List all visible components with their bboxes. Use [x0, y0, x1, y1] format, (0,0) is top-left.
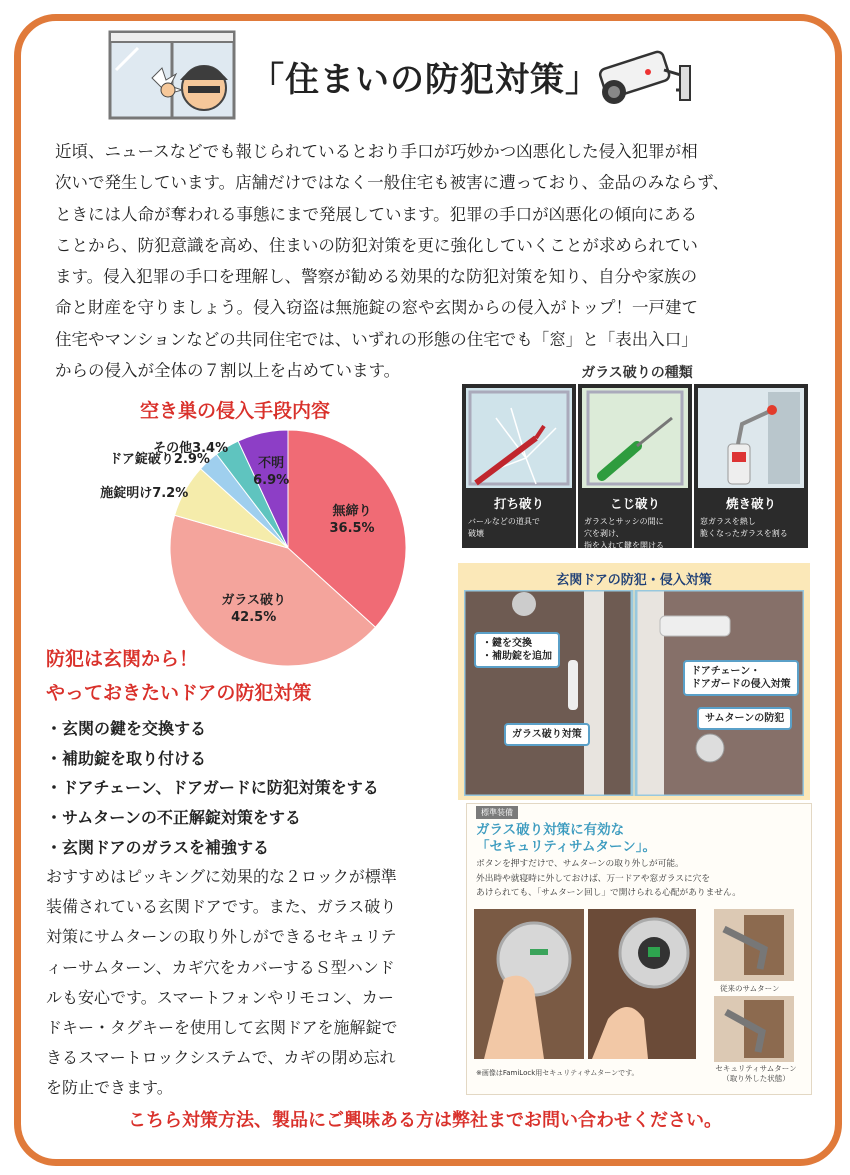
- desc-line: 穴を剥け、: [584, 529, 624, 538]
- intro-line: 命と財産を守りましょう。侵入窃盗は無施錠の窓や玄関からの侵入がトップ！一戸建て: [55, 298, 699, 318]
- callout-chain: [683, 660, 799, 696]
- reco-line: 装備されている玄関ドアです。また、ガラス破り: [46, 897, 397, 917]
- desc-line: 指を入れて鍵を開ける: [584, 541, 664, 550]
- callout-text: ガラス破り対策: [512, 729, 582, 740]
- callout-text: ・鍵を交換 ・補助錠を追加: [482, 638, 552, 662]
- security-title: [476, 822, 656, 856]
- glass-card-strike: [462, 384, 576, 548]
- conventional-thumbturn-image: [714, 909, 794, 981]
- callout-glass: [504, 723, 590, 746]
- list-item: ・サムターンの不正解錠対策をする: [46, 808, 301, 828]
- list-item: ・玄関ドアのガラスを補強する: [46, 837, 270, 857]
- callout-keys: [474, 632, 560, 668]
- body-line: あけられても、「サムターン回し」で開けられる心配がありません。: [476, 888, 741, 898]
- intro-line: 近頃、ニュースなどでも報じられているとおり手口が巧妙かつ凶悪化した侵入犯罪が相: [55, 142, 698, 161]
- reco-line: おすすめはピッキングに効果的な２ロックが標準: [46, 867, 397, 886]
- list-item: ・玄関の鍵を交換する: [46, 719, 207, 738]
- thumbturn-hand-photo: [474, 909, 584, 1059]
- body-line: 外出時や就寝時に外しておけば、万一ドアや窓ガラスに穴を: [476, 873, 711, 884]
- pie-label-5: 不明 6.9%: [253, 455, 290, 488]
- measure-list: [46, 714, 379, 863]
- screwdriver-image: [582, 388, 688, 488]
- desc-line: バールなどの道具で: [468, 517, 540, 526]
- pie-label-2: 施錠明け7.2%: [100, 485, 189, 501]
- glass-card-desc: [468, 516, 572, 540]
- reco-line: 対策にサムターンの取り外しができるセキュリテ: [46, 927, 397, 947]
- reco-line: ドキー・タグキーを使用して玄関ドアを施解錠で: [46, 1018, 398, 1038]
- body-line: ボタンを押すだけで、サムターンの取り外しが可能。: [476, 859, 684, 869]
- desc-line: ガラスとサッシの間に: [584, 517, 664, 526]
- glass-card-desc: [584, 516, 688, 552]
- intro-text: [55, 136, 795, 386]
- desc-line: 破壊: [468, 529, 484, 538]
- desc-line: 窓ガラスを熱し: [700, 517, 756, 526]
- reco-line: ィーサムターン、カギ穴をカバーするＳ型ハンド: [46, 957, 395, 977]
- list-item: ・ドアチェーン、ドアガードに防犯対策をする: [46, 778, 379, 798]
- callout-thumbturn: [697, 707, 792, 730]
- desc-line: 脆くなったガラスを割る: [700, 529, 788, 538]
- glass-card-label: 焼き破り: [725, 496, 776, 511]
- recommendation-text: [46, 862, 446, 1104]
- callout-text: サムターンの防犯: [705, 713, 785, 724]
- door-panel-title: 玄関ドアの防犯・侵入対策: [556, 573, 712, 588]
- reco-line: を防止できます。: [46, 1078, 173, 1098]
- intro-line: ます。侵入犯罪の手口を理解し、警察が勧める効果的な防犯対策を知り、自分や家族の: [55, 267, 698, 287]
- intro-line: 住宅やマンションなどの共同住宅では、いずれの形態の住宅でも「窓」と「表出入口」: [55, 329, 698, 349]
- footnote: ※画像はFamiLock用セキュリティサムターンです。: [476, 1069, 639, 1077]
- torch-image: [698, 388, 804, 488]
- security-thumbturn-image: [714, 996, 794, 1062]
- contact-footer: こちら対策方法、製品にご興味ある方は弊社までお問い合わせください。: [128, 1110, 722, 1131]
- glass-card-label: こじ破り: [609, 496, 660, 511]
- burglar-illustration: [108, 30, 236, 120]
- pie-label-0: 無締り 36.5%: [329, 503, 375, 536]
- caption-conventional: 従来のサムターン: [720, 984, 780, 993]
- security-camera-icon: [594, 46, 698, 112]
- caption-security-thumbturn: セキュリティサムターン （取り外した状態）: [715, 1064, 797, 1083]
- thumbturn-removed-photo: [588, 909, 696, 1059]
- callout-text: ドアチェーン・ ドアガードの侵入対策: [691, 666, 791, 690]
- glass-card-desc: [700, 516, 804, 540]
- glass-card-burn: [694, 384, 808, 548]
- pie-label-1: ガラス破り 42.5%: [221, 593, 287, 626]
- security-body: [476, 857, 741, 901]
- pie-label-4: その他3.4%: [153, 440, 229, 456]
- crowbar-broken-glass-image: [466, 388, 572, 488]
- intro-line: からの侵入が全体の７割以上を占めています。: [55, 361, 401, 381]
- glass-card-label: 打ち破り: [493, 496, 544, 511]
- pie-chart-title: 空き巣の侵入手段内容: [140, 400, 331, 422]
- title-line: 「セキュリティサムターン」。: [476, 839, 656, 855]
- list-item: ・補助錠を取り付ける: [46, 748, 207, 768]
- heading-entrance: 防犯は玄関から！: [46, 648, 199, 670]
- standard-equipment-badge: 標準装備: [476, 806, 518, 819]
- glass-types-title: ガラス破りの種類: [581, 365, 693, 381]
- reco-line: ルも安心です。スマートフォンやリモコン、カー: [46, 987, 394, 1007]
- intro-line: ときには人命が奪われる事態にまで発展しています。犯罪の手口が凶悪化の傾向にある: [55, 204, 698, 224]
- page-title: 「住まいの防犯対策」: [250, 60, 600, 100]
- reco-line: きるスマートロックシステムで、カギの閉め忘れ: [46, 1048, 396, 1068]
- intro-line: 次いで発生しています。店舗だけではなく一般住宅も被害に遭っており、金品のみならず、: [55, 173, 729, 193]
- intro-line: ことから、防犯意識を高め、住まいの防犯対策を更に強化していくことが求められてい: [55, 235, 698, 255]
- glass-card-pry: [578, 384, 692, 548]
- heading-door-measures: やっておきたいドアの防犯対策: [46, 682, 312, 704]
- pie-label-3: ドア錠破り2.9%: [109, 451, 210, 467]
- title-line: ガラス破り対策に有効な: [476, 822, 625, 838]
